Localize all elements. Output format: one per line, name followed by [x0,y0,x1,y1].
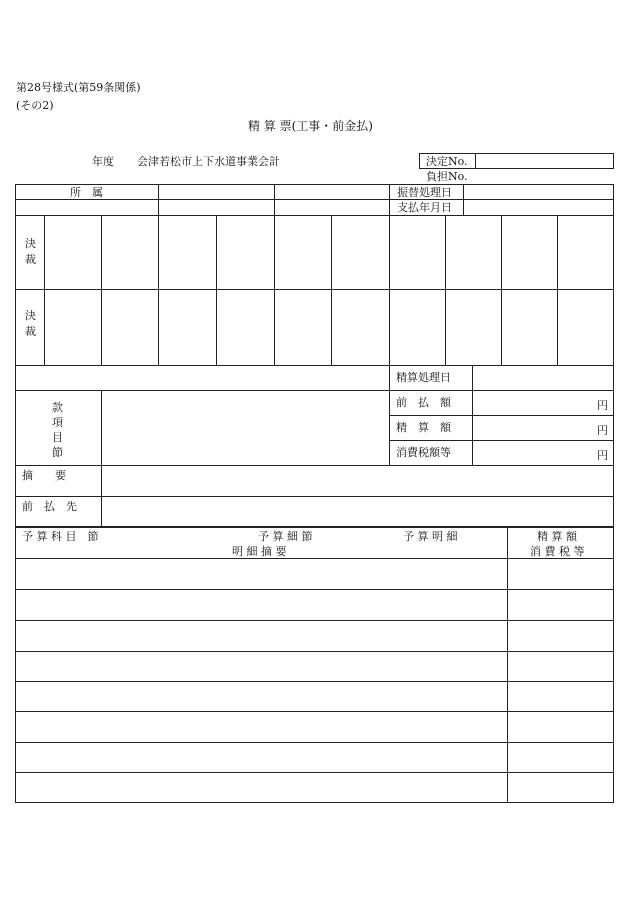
classification-label: 款 項 目 節 [52,401,63,459]
burden-no-label: 負担No. [426,170,468,183]
yen-unit-2: 円 [597,424,608,437]
transfer-date-label: 振替処理日 [397,186,452,199]
payee-label: 前 払 先 [22,500,77,513]
payment-date-label: 支払年月日 [397,201,452,214]
summary-label: 摘 要 [22,469,66,482]
budget-col-subject: 予 算 科 目 節 [22,530,99,543]
advance-amount-label: 前 払 額 [396,396,451,409]
yen-unit-3: 円 [597,449,608,462]
approval-label-2: 決 裁 [25,309,36,338]
form-number: 第28号様式(第59条関係) [16,81,141,94]
budget-col-subsection: 予 算 細 節 [258,530,313,543]
decision-no-field[interactable] [476,154,613,168]
settlement-date-label: 精算処理日 [396,371,451,384]
affiliation-label: 所 属 [70,186,103,199]
budget-col-detail-summary: 明 細 摘 要 [232,545,287,558]
tax-amount-label: 消費税額等 [396,446,451,459]
page-title: 精 算 票(工事・前金払) [248,119,373,133]
budget-table [15,527,614,803]
yen-unit-1: 円 [597,399,608,412]
form-part: (その2) [16,99,54,112]
fiscal-year-label: 年度 [92,155,114,168]
budget-col-settlement: 精 算 額 [537,530,577,543]
budget-col-detail: 予 算 明 細 [403,530,458,543]
main-form-frame [15,184,614,527]
account-name: 会津若松市上下水道事業会計 [137,155,280,168]
budget-col-tax: 消 費 税 等 [530,545,585,558]
settlement-amount-label: 精 算 額 [396,421,451,434]
approval-label-1: 決 裁 [25,237,36,266]
decision-no-label: 決定No. [426,155,468,168]
